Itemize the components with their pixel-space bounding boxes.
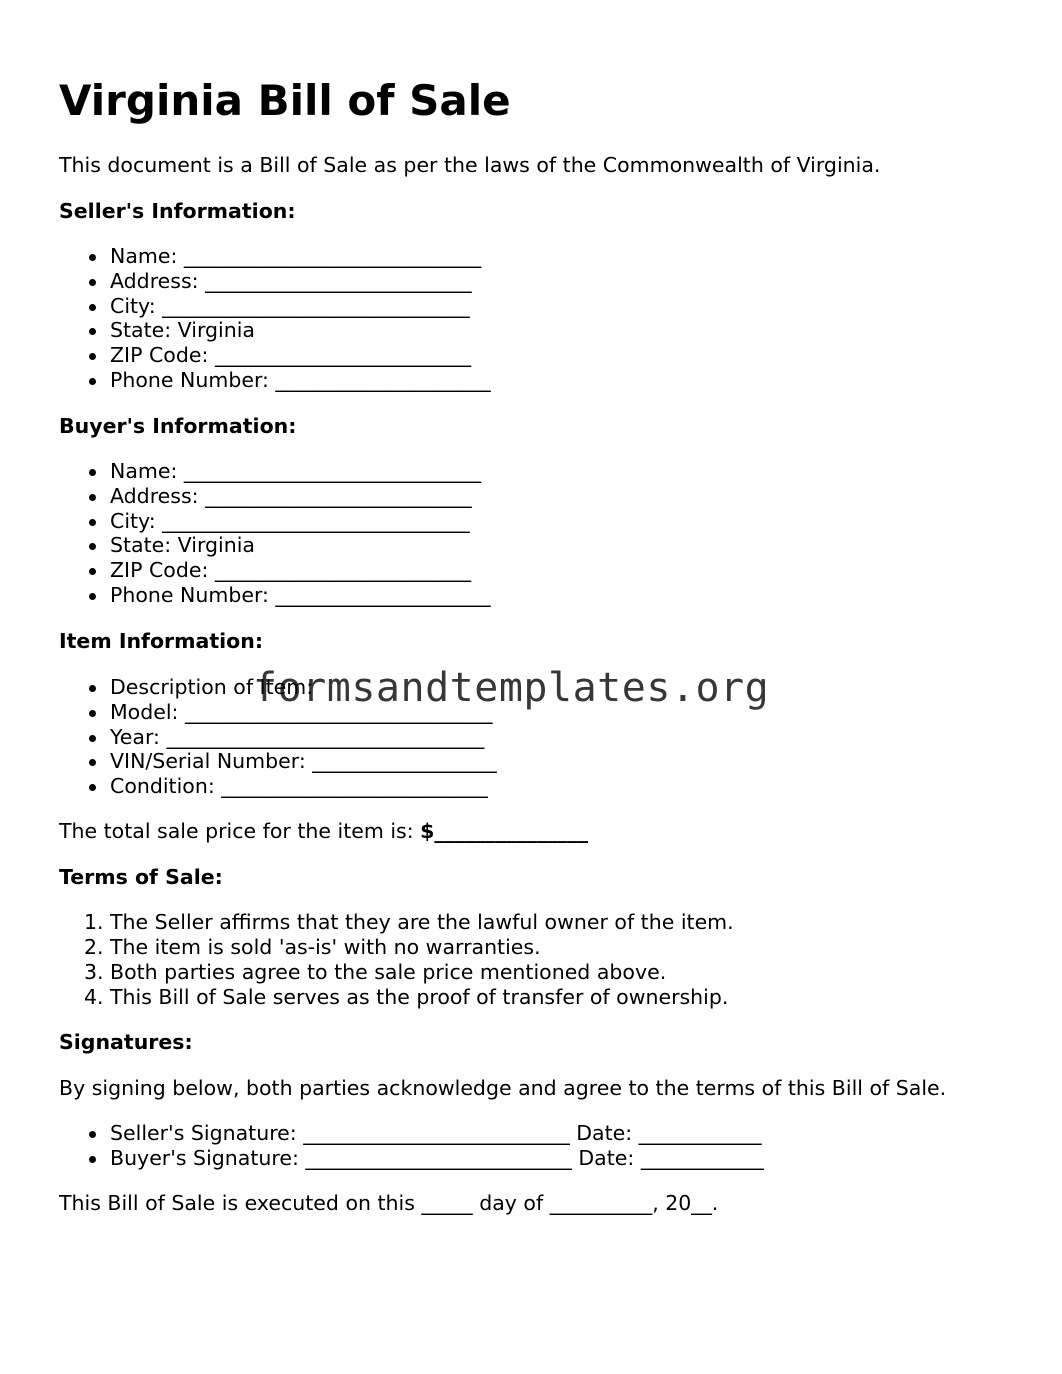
signatures-heading: Signatures:: [59, 1030, 193, 1054]
term-item: [59, 935, 734, 960]
terms-list: [59, 910, 734, 1010]
term-number: 2.: [84, 935, 104, 959]
item-year-field: Year: _______________________________: [59, 725, 497, 750]
buyer-city-field: City: ______________________________: [59, 509, 491, 534]
execution-line: This Bill of Sale is executed on this _____ day of __________, 20__.: [59, 1191, 719, 1215]
term-text: Both parties agree to the sale price mentioned above.: [110, 960, 667, 984]
seller-heading: Seller's Information:: [59, 199, 296, 223]
item-model-field: Model: ______________________________: [59, 700, 497, 725]
price-text: The total sale price for the item is:: [59, 819, 421, 843]
buyer-zip-field: ZIP Code: _________________________: [59, 558, 491, 583]
seller-zip-field: ZIP Code: _________________________: [59, 343, 491, 368]
terms-heading: Terms of Sale:: [59, 865, 223, 889]
signatures-paragraph: By signing below, both parties acknowledge and agree to the terms of this Bill of Sale.: [59, 1076, 947, 1100]
item-fields-list: [59, 675, 497, 799]
term-number: 4.: [84, 985, 104, 1009]
item-vin-field: VIN/Serial Number: __________________: [59, 749, 497, 774]
item-condition-field: Condition: __________________________: [59, 774, 497, 799]
term-number: 1.: [84, 910, 104, 934]
seller-address-field: Address: __________________________: [59, 269, 491, 294]
term-item: [59, 960, 734, 985]
item-description-field: Description of Item:: [59, 675, 497, 700]
seller-signature-line: Seller's Signature: __________________________ Date: ____________: [59, 1121, 764, 1146]
price-amount: $_______________: [420, 819, 589, 843]
item-heading: Item Information:: [59, 629, 264, 653]
buyer-fields-list: [59, 459, 491, 608]
seller-city-field: City: ______________________________: [59, 294, 491, 319]
buyer-signature-line: Buyer's Signature: __________________________ Date: ____________: [59, 1146, 764, 1171]
seller-fields-list: [59, 244, 491, 393]
document-title: Virginia Bill of Sale: [59, 76, 511, 125]
seller-name-field: Name: _____________________________: [59, 244, 491, 269]
buyer-phone-field: Phone Number: _____________________: [59, 583, 491, 608]
term-text: The item is sold 'as-is' with no warranties.: [110, 935, 541, 959]
term-item: [59, 985, 734, 1010]
intro-paragraph: This document is a Bill of Sale as per the laws of the Commonwealth of Virginia.: [59, 153, 881, 177]
buyer-address-field: Address: __________________________: [59, 484, 491, 509]
seller-state-field: State: Virginia: [59, 318, 491, 343]
seller-phone-field: Phone Number: _____________________: [59, 368, 491, 393]
term-text: This Bill of Sale serves as the proof of transfer of ownership.: [110, 985, 729, 1009]
price-line: [59, 819, 588, 844]
buyer-heading: Buyer's Information:: [59, 414, 297, 438]
term-item: [59, 910, 734, 935]
buyer-name-field: Name: _____________________________: [59, 459, 491, 484]
term-text: The Seller affirms that they are the lawful owner of the item.: [110, 910, 734, 934]
buyer-state-field: State: Virginia: [59, 533, 491, 558]
term-number: 3.: [84, 960, 104, 984]
watermark-text: formsandtemplates.org: [253, 665, 770, 711]
signatures-list: [59, 1121, 764, 1171]
